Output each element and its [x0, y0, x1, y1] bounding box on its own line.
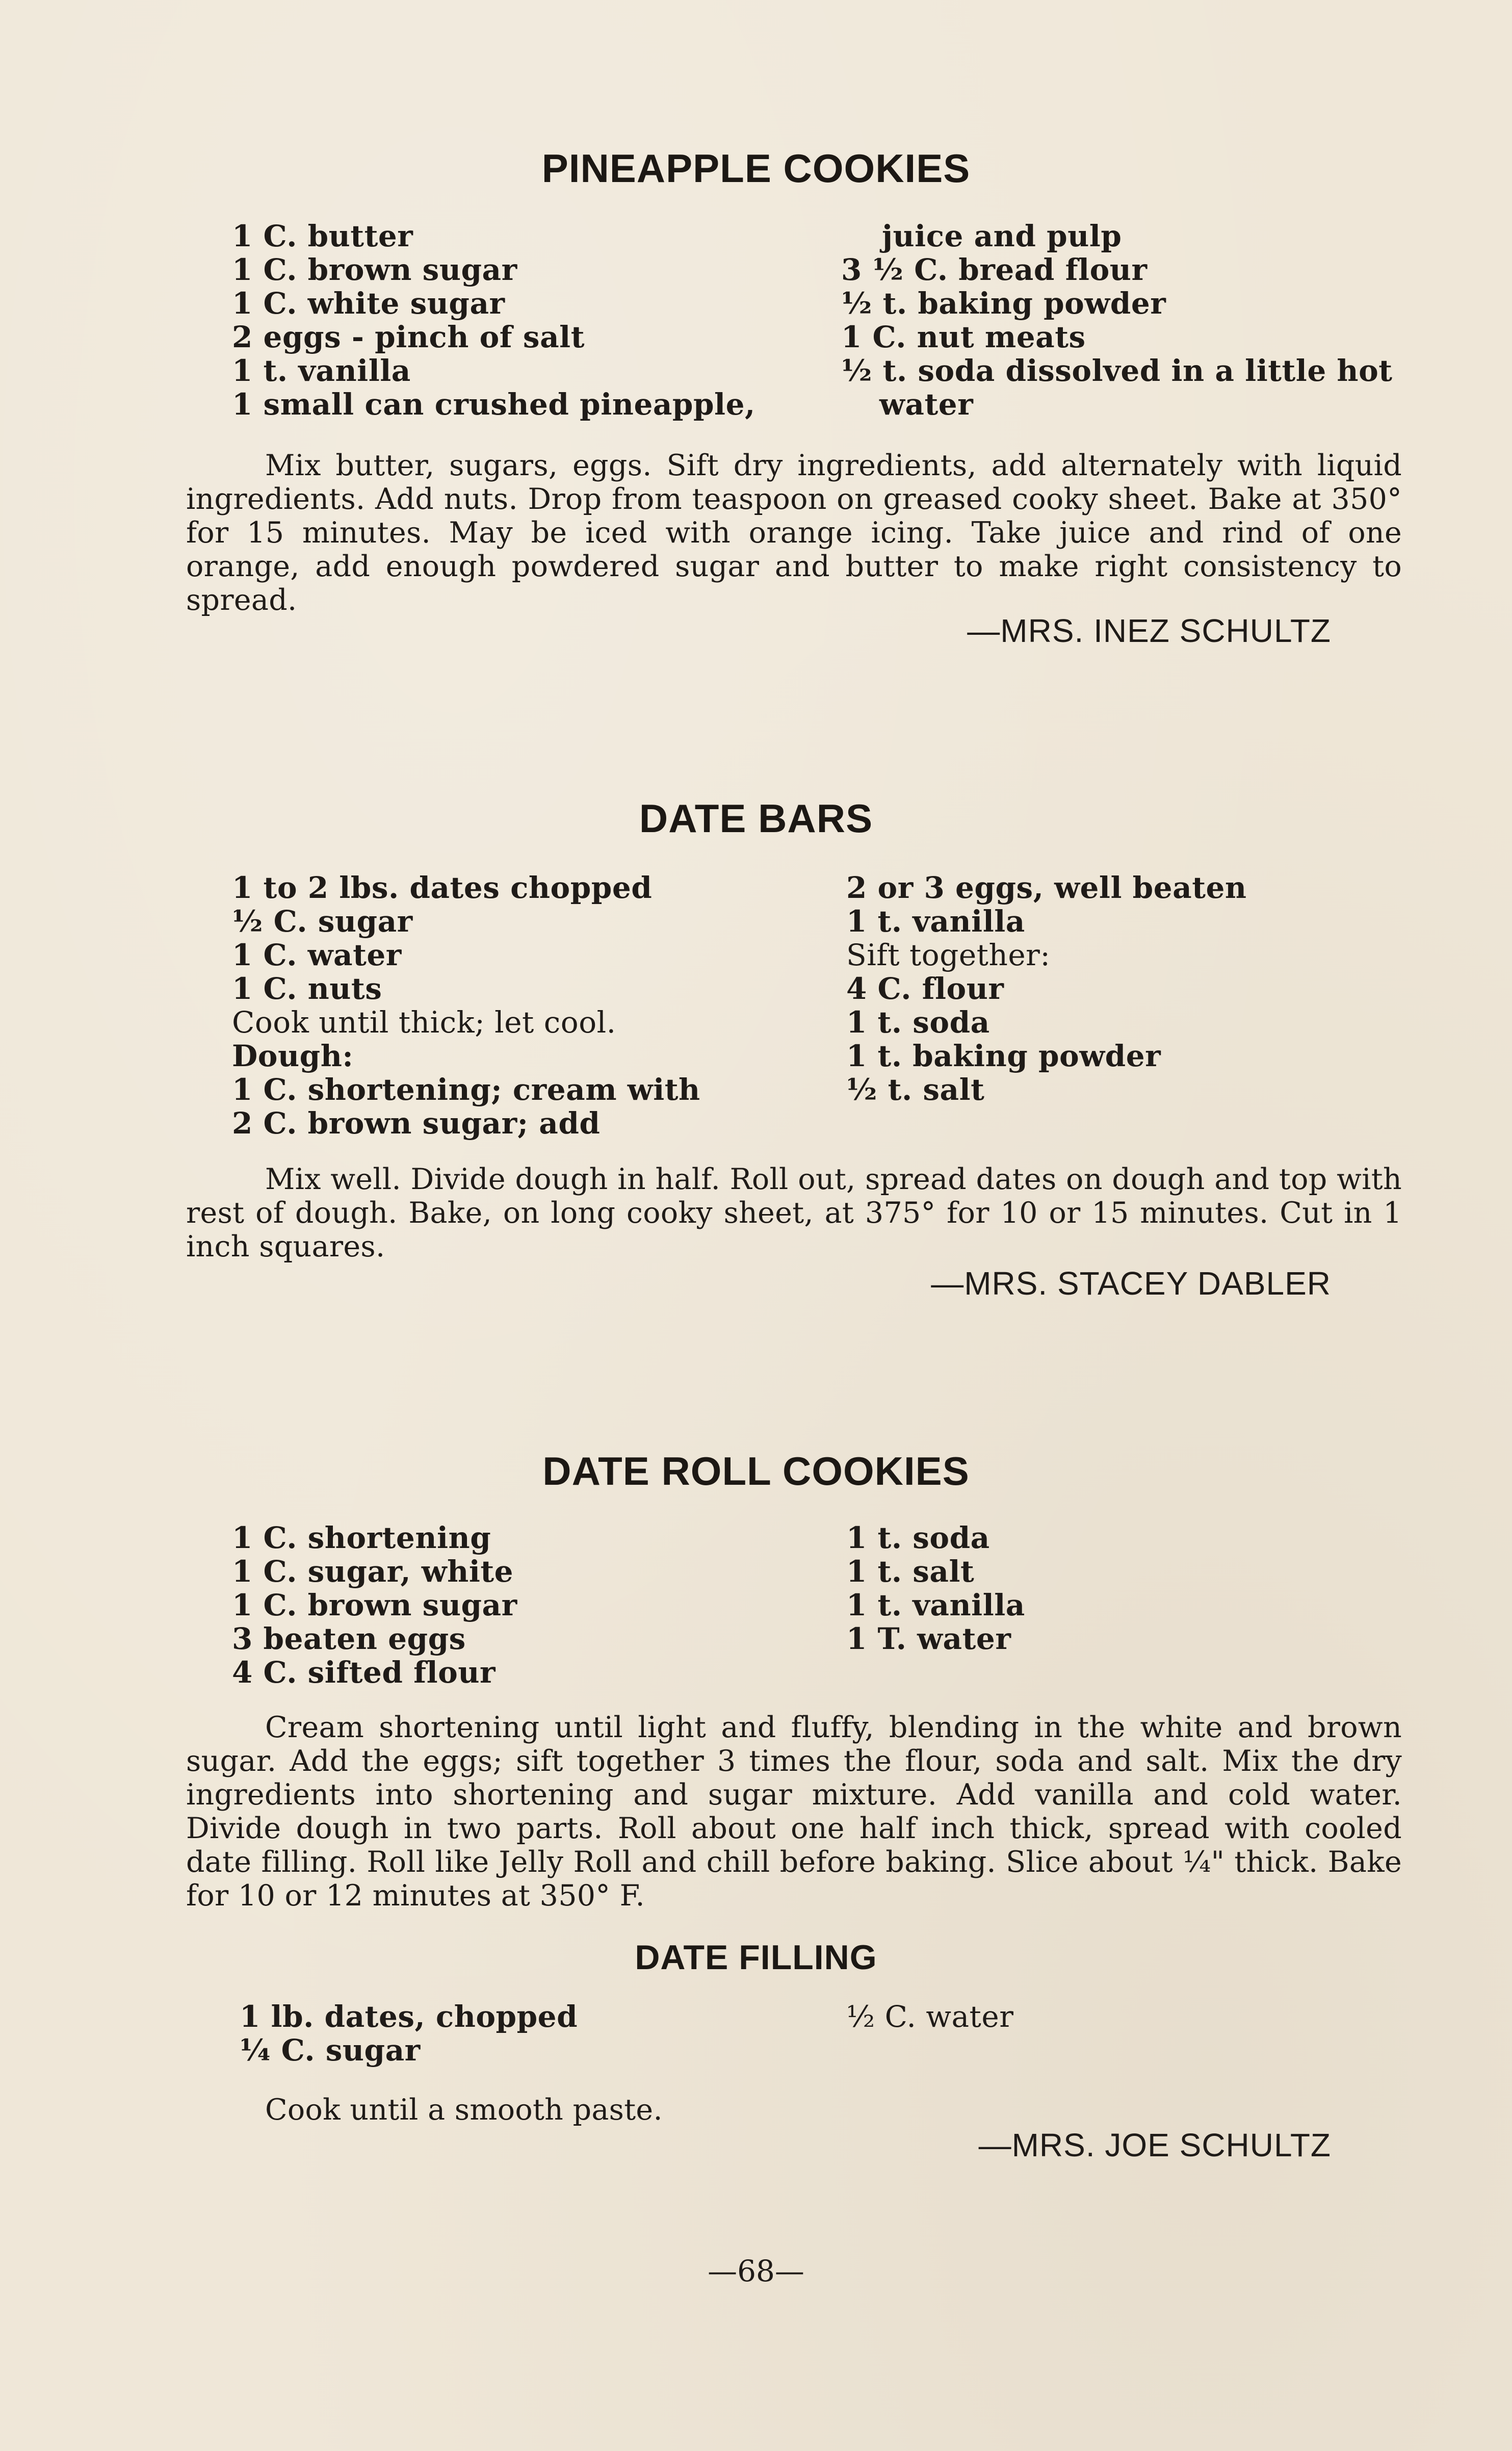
ingredient-line: water [879, 387, 974, 422]
ingredient-line: 1 t. vanilla [232, 353, 411, 388]
ingredient-line: 1 C. nut meats [841, 320, 1086, 354]
ingredient-line: 4 C. flour [846, 971, 1004, 1006]
directions-text: Mix well. Divide dough in half. Roll out, spread dates on dough and top with rest of dough. Bake, on long cooky sheet, at 375° for 10 or 15 minutes. Cut in 1 inch squares. [186, 1163, 1402, 1263]
ingredients-right-date-roll [846, 1521, 1025, 1656]
ingredients-right-pineapple [841, 219, 1393, 421]
ingredient-line: ½ C. water [846, 1999, 1014, 2034]
ingredients-right-date-filling [846, 2000, 1013, 2033]
ingredient-line: 1 t. salt [846, 1554, 975, 1589]
ingredients-right-date-bars [846, 871, 1247, 1106]
ingredients-left-pineapple [232, 219, 755, 421]
ingredient-line: 1 t. vanilla [846, 1588, 1025, 1622]
ingredient-line: 1 C. shortening [232, 1520, 491, 1555]
page-number: —68— [708, 2254, 804, 2288]
ingredient-line: 1 C. white sugar [232, 286, 505, 321]
author-date-roll: —MRS. JOE SCHULTZ [978, 2127, 1331, 2163]
recipe-title-date-roll-cookies: DATE ROLL COOKIES [542, 1449, 970, 1493]
ingredient-line: 2 eggs - pinch of salt [232, 320, 585, 354]
ingredient-line: 1 t. vanilla [846, 904, 1025, 939]
ingredient-line: 4 C. sifted flour [232, 1655, 496, 1690]
ingredient-line: ½ t. soda dissolved in a little hot [841, 353, 1393, 388]
recipe-title-date-bars: DATE BARS [639, 796, 873, 841]
directions-date-filling [265, 2093, 1030, 2127]
ingredient-line: 1 C. butter [232, 219, 413, 253]
ingredient-line: 1 small can crushed pineapple, [232, 387, 755, 422]
subrecipe-title-date-filling: DATE FILLING [635, 1938, 877, 1977]
ingredient-line: 1 C. water [232, 938, 402, 972]
ingredient-line: Sift together: [846, 938, 1051, 972]
directions-text: Mix butter, sugars, eggs. Sift dry ingredients, add alternately with liquid ingredients. Add nuts. Drop from teaspoon on greased cooky sheet. Bake at 350° for 15 minutes. May be iced with orange icing. Take juice and rind of one orange, add enough powdered sugar and butter to make right consistency to spread. [186, 449, 1402, 617]
directions-text: Cook until a smooth paste. [265, 2093, 663, 2127]
ingredient-line: 3 beaten eggs [232, 1621, 466, 1656]
ingredient-line: 1 C. shortening; cream with [232, 1072, 700, 1107]
ingredients-left-date-filling [240, 2000, 578, 2067]
recipe-title-pineapple-cookies: PINEAPPLE COOKIES [541, 146, 971, 191]
ingredient-line: 1 C. nuts [232, 971, 382, 1006]
ingredient-line: 1 C. brown sugar [232, 1588, 517, 1622]
directions-date-roll [186, 1711, 1402, 1913]
author-pineapple: —MRS. INEZ SCHULTZ [967, 612, 1331, 649]
ingredient-line: Cook until thick; let cool. [232, 1005, 616, 1040]
ingredient-line: juice and pulp [882, 219, 1122, 253]
ingredient-line: 2 or 3 eggs, well beaten [846, 870, 1247, 905]
ingredient-line: 1 lb. dates, chopped [240, 1999, 578, 2034]
ingredients-left-date-roll [232, 1521, 517, 1689]
ingredient-line: ¼ C. sugar [240, 2033, 421, 2068]
ingredient-line: 1 t. soda [846, 1520, 990, 1555]
directions-pineapple [186, 449, 1402, 617]
ingredient-line: 1 t. baking powder [846, 1039, 1161, 1073]
ingredient-line: 1 C. brown sugar [232, 252, 517, 287]
ingredient-line: 1 T. water [846, 1621, 1011, 1656]
ingredient-line: ½ t. salt [846, 1072, 985, 1107]
ingredient-line: 2 C. brown sugar; add [232, 1106, 601, 1141]
directions-text: Cream shortening until light and fluffy, blending in the white and brown sugar. Add the eggs; sift together 3 times the flour, soda and salt. Mix the dry ingredients into shortening and sugar mixture. Add vanilla and cold water. Divide dough in two parts. Roll about one half inch thick, spread with cooled date filling. Roll like Jelly Roll and chill before baking. Slice about ¼" thick. Bake for 10 or 12 minutes at 350° F. [186, 1711, 1402, 1913]
ingredient-line: 1 to 2 lbs. dates chopped [232, 870, 653, 905]
ingredient-line: Dough: [232, 1039, 354, 1073]
ingredient-line: 1 C. sugar, white [232, 1554, 514, 1589]
ingredient-line: 1 t. soda [846, 1005, 990, 1040]
ingredient-line: ½ C. sugar [232, 904, 413, 939]
directions-date-bars [186, 1163, 1402, 1263]
ingredient-line: 3 ½ C. bread flour [841, 252, 1148, 287]
ingredient-line: ½ t. baking powder [841, 286, 1166, 321]
author-date-bars: —MRS. STACEY DABLER [931, 1265, 1331, 1302]
ingredients-left-date-bars [232, 871, 700, 1140]
